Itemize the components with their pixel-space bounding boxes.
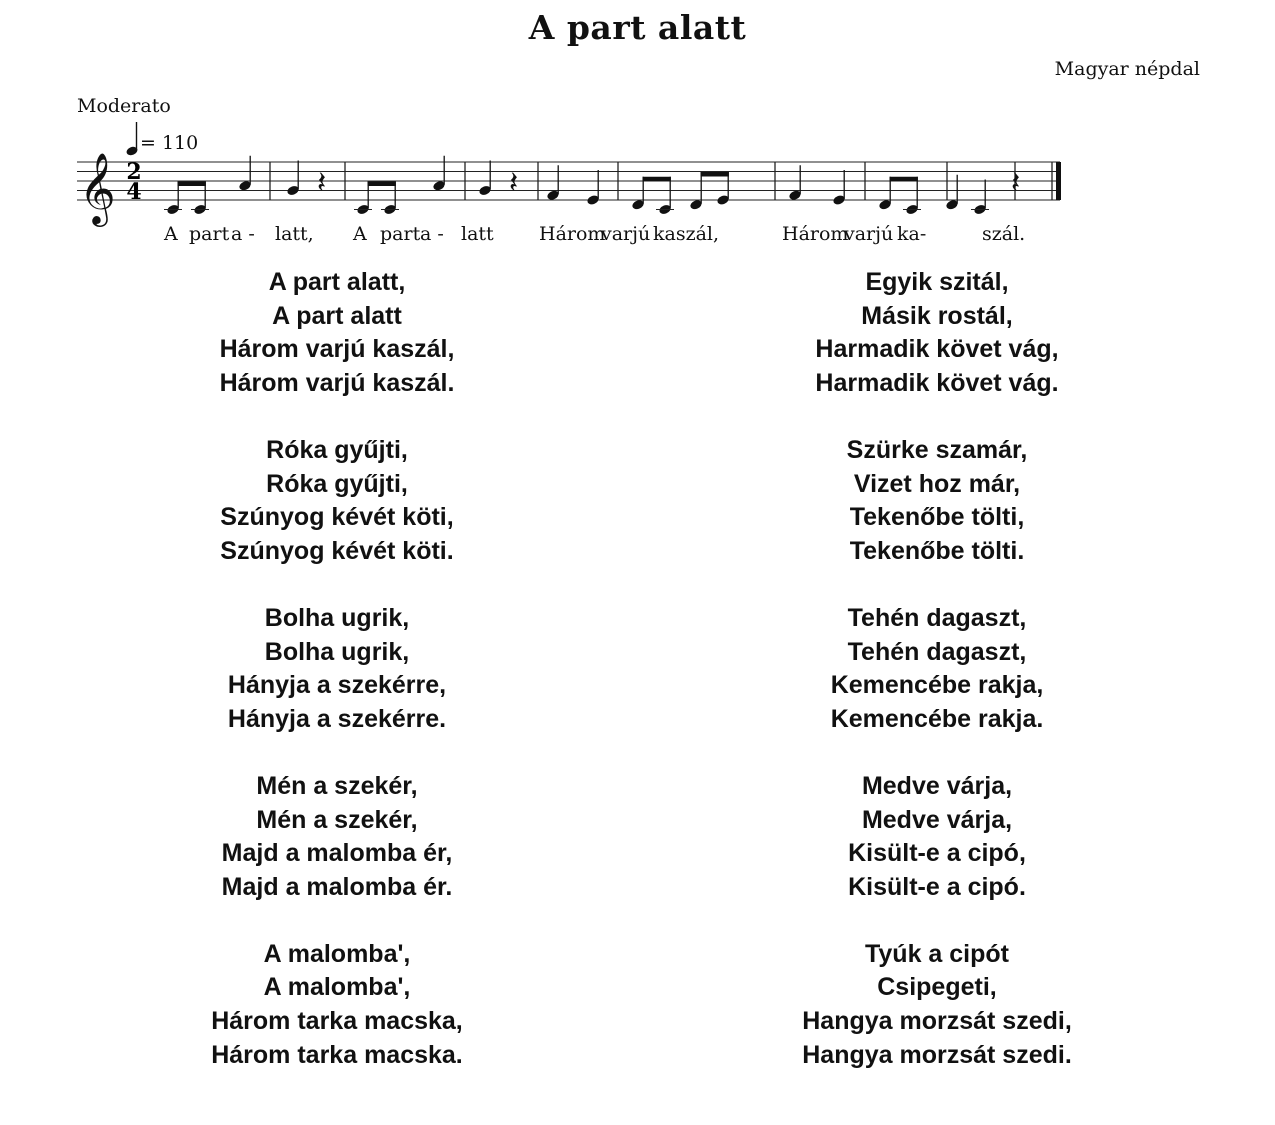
- verse-line: Három tarka macska.: [211, 1040, 463, 1069]
- verse-line: Majd a malomba ér,: [221, 839, 453, 868]
- verse-line: Egyik szitál,: [865, 268, 1009, 296]
- note-beam: [643, 177, 671, 182]
- time-signature-bottom: 4: [126, 179, 142, 205]
- stanza-left-2: [77, 434, 597, 568]
- metronome-value: = 110: [140, 132, 199, 154]
- song-title: A part alatt: [528, 8, 747, 47]
- lyric-syllable: varjú: [601, 223, 651, 245]
- verse-line: Hányja a szekérre.: [227, 704, 447, 733]
- verse-line: Másik rostál,: [861, 301, 1013, 330]
- lyric-syllable: Három: [539, 223, 606, 245]
- verse-line: Tehén dagaszt,: [847, 603, 1027, 632]
- final-barline: [1056, 162, 1061, 200]
- verse-line: Bolha ugrik,: [264, 637, 410, 666]
- verse-line: Tehén dagaszt,: [847, 637, 1027, 666]
- lyric-syllable: ka-: [897, 223, 927, 245]
- quarter-rest-icon: 𝄽: [317, 165, 327, 201]
- verse-line: Róka gyűjti,: [266, 435, 408, 464]
- verse-line: Csipegeti,: [877, 973, 997, 1002]
- lyric-syllable: a -: [420, 223, 444, 245]
- verse-line: A malomba',: [263, 973, 411, 1002]
- lyric-syllable: part: [189, 223, 230, 245]
- verse-line: Szúnyog kévét köti.: [220, 536, 454, 565]
- lyric-syllable: latt,: [275, 223, 314, 245]
- quarter-rest-icon: 𝄽: [1011, 165, 1021, 201]
- verse-line: Bolha ugrik,: [264, 603, 410, 632]
- verse-line: Szúnyog kévét köti,: [220, 503, 454, 532]
- verse-line: Kemencébe rakja.: [830, 704, 1044, 733]
- verse-line: Kemencébe rakja,: [830, 671, 1044, 700]
- lyric-syllable: latt: [461, 223, 494, 245]
- tempo-marking: Moderato: [77, 95, 171, 117]
- lyric-syllable: varjú: [844, 223, 894, 245]
- stanza-left-5: [77, 938, 597, 1072]
- stanza-left-4: [77, 770, 597, 904]
- verse-line: Kisült-e a cipó,: [848, 839, 1026, 868]
- verse-line: Szürke szamár,: [846, 435, 1028, 464]
- notes: [164, 156, 1020, 216]
- verse-line: Hangya morzsát szedi.: [802, 1040, 1072, 1069]
- verse-line: Hangya morzsát szedi,: [802, 1007, 1072, 1036]
- verses-right-column: [677, 266, 1197, 1106]
- verse-line: Mén a szekér,: [256, 771, 418, 800]
- note-beam: [890, 177, 918, 182]
- stanza-right-4: [677, 770, 1197, 904]
- stanza-left-1: [77, 266, 597, 400]
- verse-line: Vizet hoz már,: [853, 469, 1021, 498]
- verse-line: Hányja a szekérre,: [227, 671, 447, 700]
- lyric-syllable: part: [380, 223, 421, 245]
- lyric-syllable: A: [353, 223, 367, 245]
- verses-left-column: [77, 266, 597, 1106]
- stanza-right-1: [677, 266, 1197, 400]
- verse-line: Három varjú kaszál.: [219, 368, 455, 397]
- quarter-rest-icon: 𝄽: [509, 165, 519, 201]
- verse-line: Harmadik követ vág.: [815, 368, 1059, 397]
- verse-line: A malomba',: [263, 939, 411, 968]
- verse-line: Tekenőbe tölti.: [849, 536, 1025, 565]
- verse-line: Tyúk a cipót: [864, 939, 1009, 968]
- lyric-syllable: kaszál,: [653, 223, 720, 245]
- verse-line: Három varjú kaszál,: [219, 335, 455, 364]
- note-beam: [178, 182, 206, 187]
- treble-clef-icon: 𝄞: [79, 151, 116, 224]
- stanza-left-3: [77, 602, 597, 736]
- note-beam: [701, 172, 729, 177]
- stanza-right-2: [677, 434, 1197, 568]
- time-signature-top: 2: [126, 159, 142, 185]
- verse-line: Majd a malomba ér.: [221, 872, 453, 901]
- verse-line: Harmadik követ vág,: [815, 335, 1059, 364]
- verse-line: Kisült-e a cipó.: [848, 872, 1026, 901]
- composer-credit: Magyar népdal: [1054, 58, 1200, 80]
- lyric-syllable: a -: [231, 223, 255, 245]
- lyric-syllable: A: [164, 223, 178, 245]
- verse-line: A part alatt,: [268, 268, 406, 296]
- verse-line: Mén a szekér,: [256, 805, 418, 834]
- verse-line: Tekenőbe tölti,: [849, 503, 1025, 532]
- note-beam: [368, 182, 396, 187]
- lyric-syllable: Három: [782, 223, 849, 245]
- stanza-right-3: [677, 602, 1197, 736]
- lyric-syllable: szál.: [982, 223, 1026, 245]
- music-staff: [75, 150, 1075, 230]
- verse-line: Medve várja,: [861, 771, 1013, 800]
- verse-line: Medve várja,: [861, 805, 1013, 834]
- score-lyrics: [0, 223, 1275, 251]
- stanza-right-5: [677, 938, 1197, 1072]
- verse-line: A part alatt: [272, 301, 402, 330]
- verse-line: Három tarka macska,: [211, 1007, 463, 1036]
- verse-line: Róka gyűjti,: [266, 469, 408, 498]
